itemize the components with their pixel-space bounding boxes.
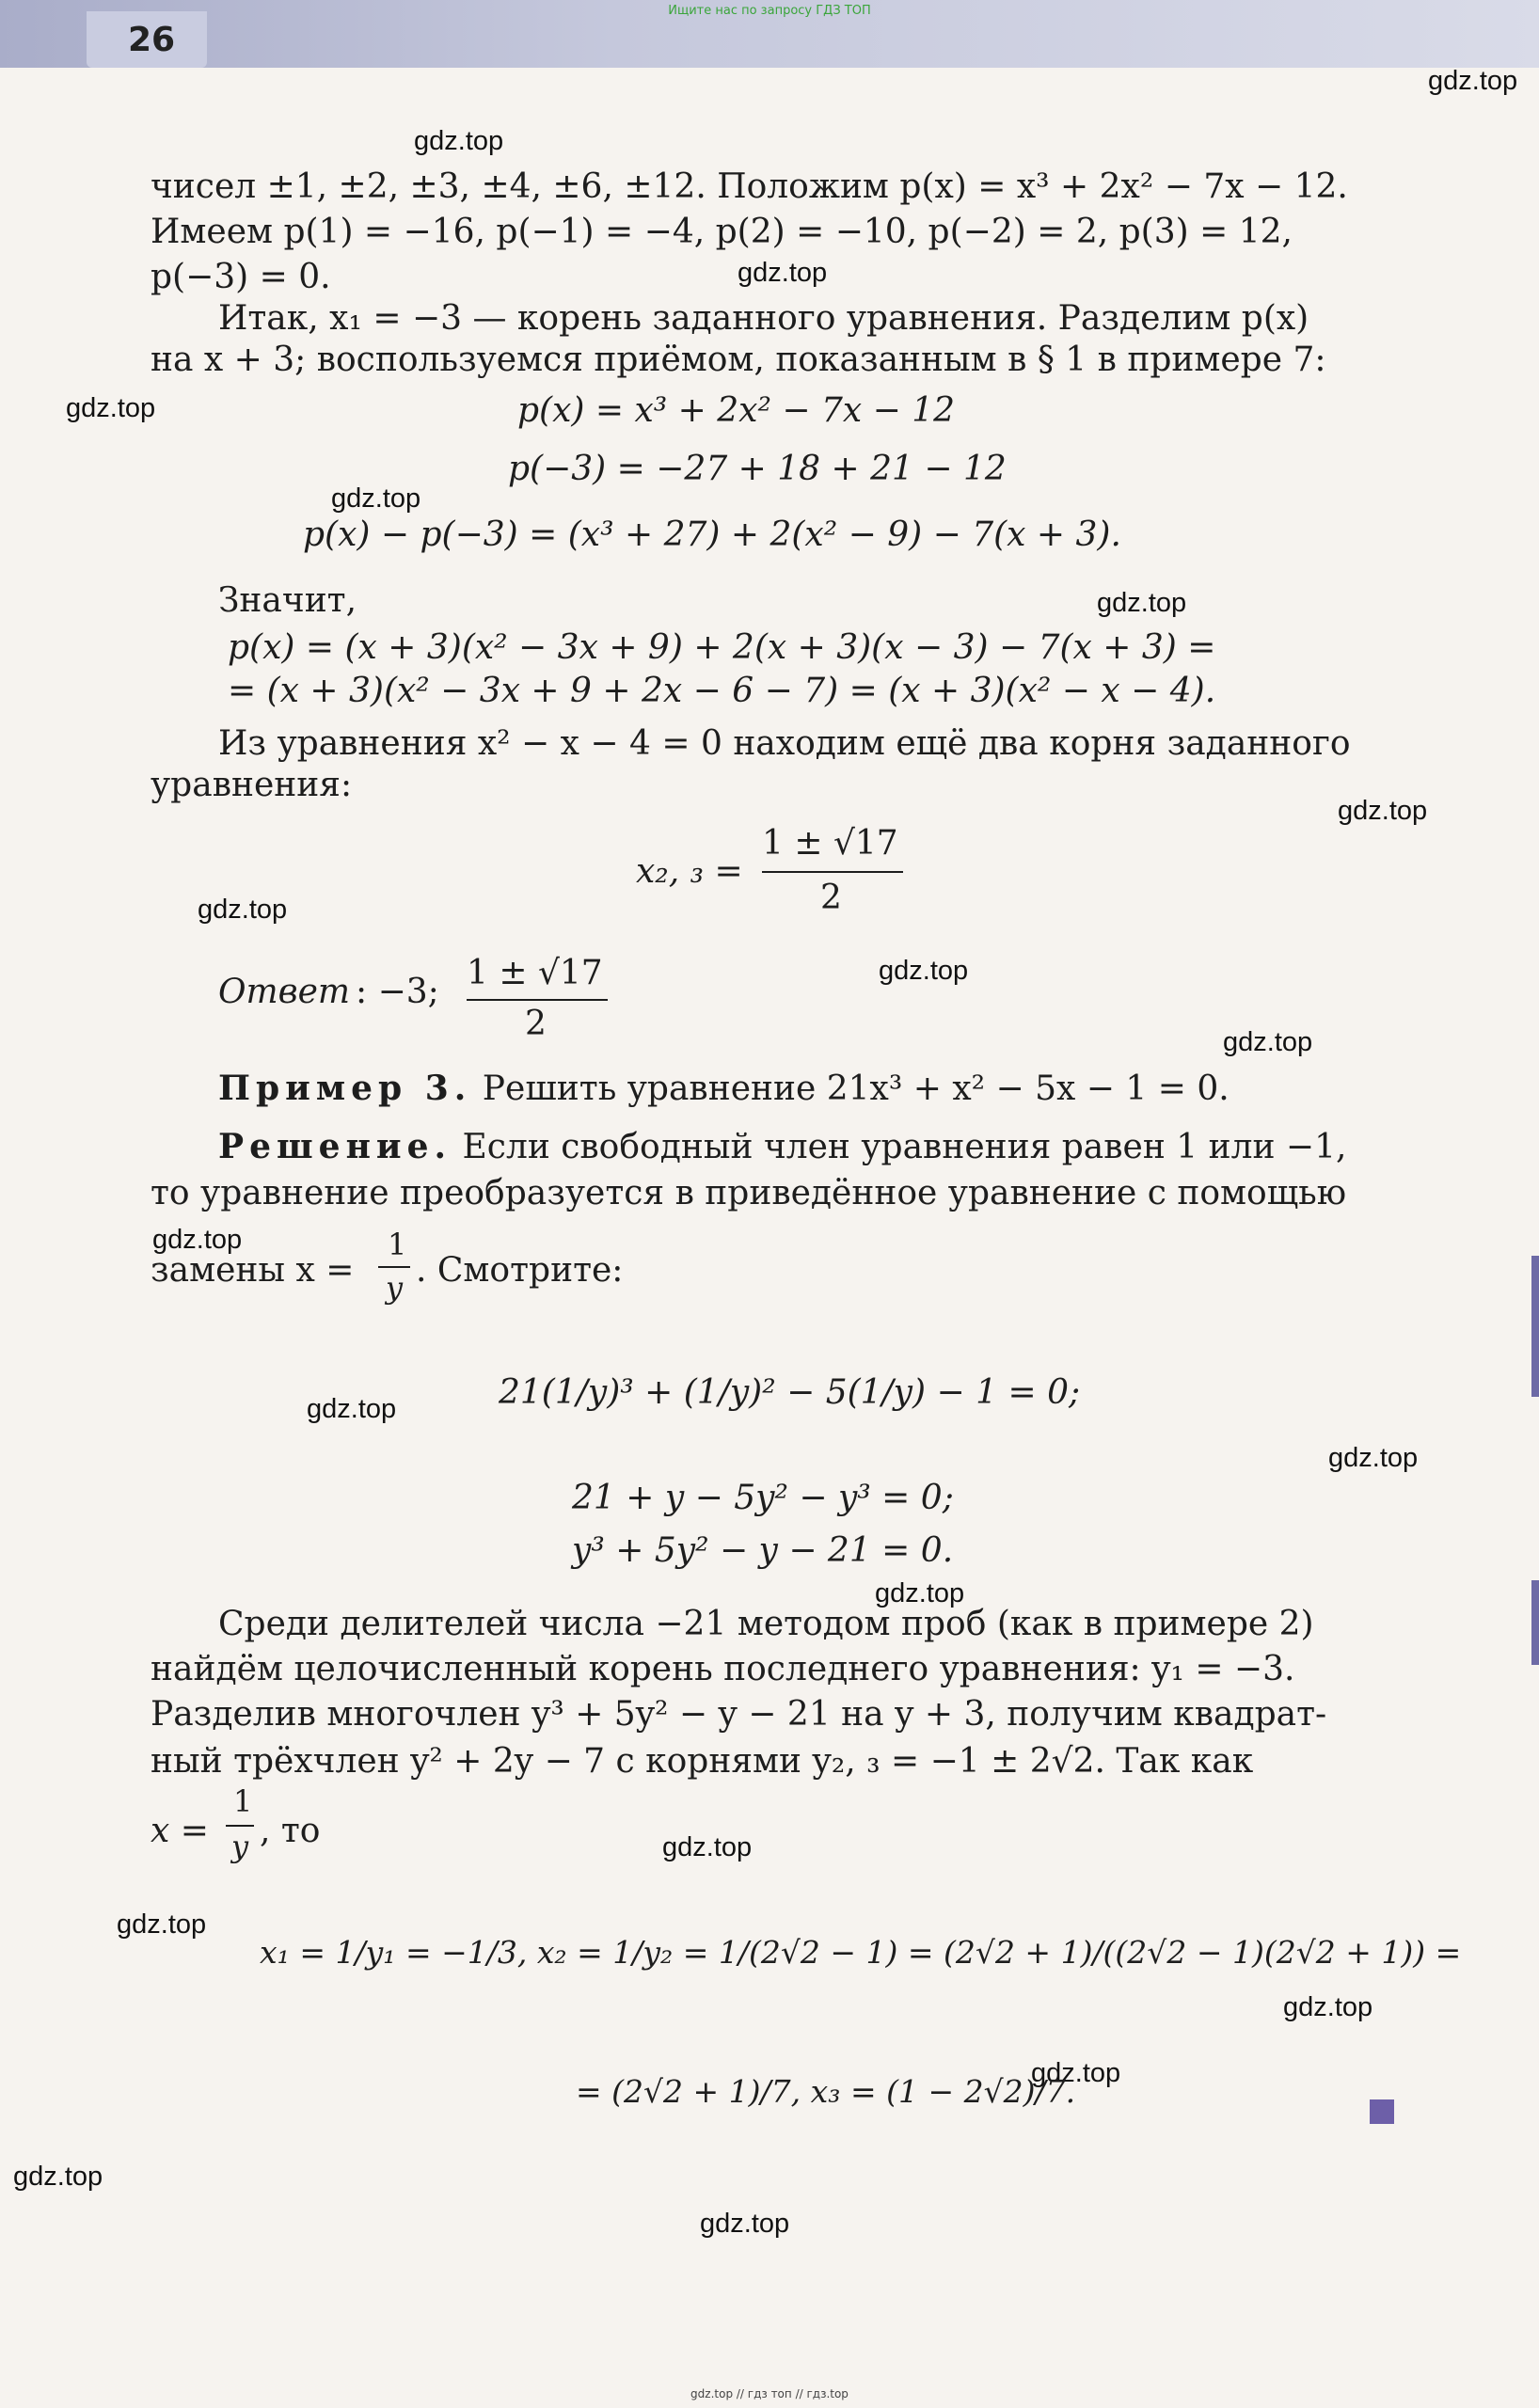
equation: = (x + 3)(x² − 3x + 9 + 2x − 6 − 7) = (x + 3)(x² − x − 4). xyxy=(228,672,1216,710)
watermark: gdz.top xyxy=(117,1909,207,1940)
equation: y³ + 5y² − y − 21 = 0. xyxy=(572,1531,954,1570)
equation: p(−3) = −27 + 18 + 21 − 12 xyxy=(508,450,1007,488)
fraction-bar xyxy=(762,871,903,873)
text-line: замены x = xyxy=(151,1251,355,1290)
watermark: gdz.top xyxy=(879,956,969,986)
text-line: Из уравнения x² − x − 4 = 0 находим ещё два корня заданного xyxy=(218,724,1351,763)
watermark: gdz.top xyxy=(875,1578,965,1608)
page-edge-marker xyxy=(1531,1256,1539,1397)
equation: x₂, ₃ = xyxy=(636,852,743,891)
text-line: ный трёхчлен y² + 2y − 7 с корнями y₂, ₃ = −1 ± 2√2. Так как xyxy=(151,1742,1254,1781)
fraction-bar xyxy=(226,1825,254,1827)
text-line: то уравнение преобразуется в приведённое уравнение с помощью xyxy=(151,1174,1347,1212)
fraction-denominator: 2 xyxy=(820,879,842,917)
text-line: p(−3) = 0. xyxy=(151,258,331,296)
watermark: gdz.top xyxy=(662,1832,753,1862)
fraction-bar xyxy=(467,999,608,1001)
text-line: чисел ±1, ±2, ±3, ±4, ±6, ±12. Положим p(x) = x³ + 2x² − 7x − 12. xyxy=(151,167,1348,206)
text-line: Итак, x₁ = −3 — корень заданного уравнения. Разделим p(x) xyxy=(218,299,1309,338)
watermark: gdz.top xyxy=(1031,2058,1121,2088)
watermark: gdz.top xyxy=(66,393,156,423)
answer-label: Ответ xyxy=(218,973,351,1011)
page-number: 26 xyxy=(128,21,176,59)
watermark: gdz.top xyxy=(331,483,421,514)
equation: 21 + y − 5y² − y³ = 0; xyxy=(572,1479,954,1517)
example-label: Пример 3. xyxy=(218,1069,472,1108)
watermark: gdz.top xyxy=(152,1225,243,1255)
watermark: gdz.top xyxy=(1283,1992,1373,2022)
watermark: gdz.top xyxy=(700,2209,790,2239)
text-line: Разделив многочлен y³ + 5y² − y − 21 на y + 3, получим квадрат- xyxy=(151,1695,1327,1734)
fraction-numerator: 1 ± √17 xyxy=(762,824,898,863)
watermark: gdz.top xyxy=(1428,66,1518,96)
equation: p(x) = x³ + 2x² − 7x − 12 xyxy=(517,391,956,430)
watermark: gdz.top xyxy=(738,258,828,288)
text-line: . Смотрите: xyxy=(416,1251,624,1290)
watermark: gdz.top xyxy=(307,1394,397,1424)
site-banner[interactable]: Ищите нас по запросу ГДЗ ТОП xyxy=(668,4,871,18)
text-line: , то xyxy=(260,1812,321,1850)
example-heading xyxy=(218,1067,1469,1111)
watermark: gdz.top xyxy=(1328,1443,1419,1473)
watermark: gdz.top xyxy=(198,895,288,925)
text-line: найдём целочисленный корень последнего уравнения: y₁ = −3. xyxy=(151,1650,1295,1688)
equation: x₁ = 1/y₁ = −1/3, x₂ = 1/y₂ = 1/(2√2 − 1) = (2√2 + 1)/((2√2 − 1)(2√2 + 1)) = xyxy=(260,1934,1462,1971)
fraction-denominator: y xyxy=(386,1270,404,1306)
fraction-bar xyxy=(378,1266,410,1268)
fraction-numerator: 1 xyxy=(233,1783,253,1819)
equation: p(x) − p(−3) = (x³ + 27) + 2(x² − 9) − 7(x + 3). xyxy=(303,515,1121,554)
watermark: gdz.top xyxy=(1097,588,1187,618)
equation: = (2√2 + 1)/7, x₃ = (1 − 2√2)/7. xyxy=(576,2073,1076,2110)
fraction-numerator: 1 ± √17 xyxy=(467,954,603,992)
text-line: на x + 3; воспользуемся приёмом, показанным в § 1 в примере 7: xyxy=(151,341,1326,379)
text-line: уравнения: xyxy=(151,766,353,804)
solution-text: Если свободный член уравнения равен 1 или −1, xyxy=(452,1128,1347,1166)
watermark: gdz.top xyxy=(1223,1027,1313,1057)
watermark: gdz.top xyxy=(1338,796,1428,826)
fraction-denominator: y xyxy=(231,1829,249,1864)
solution-heading xyxy=(218,1125,1469,1169)
page-edge-marker xyxy=(1531,1580,1539,1665)
fraction-numerator: 1 xyxy=(388,1227,407,1262)
solution-label: Решение. xyxy=(218,1127,452,1166)
end-of-solution-marker xyxy=(1370,2099,1394,2124)
answer-text: : −3; xyxy=(356,973,439,1011)
text-line: Среди делителей числа −21 методом проб (как в примере 2) xyxy=(218,1605,1314,1643)
text-line: Значит, xyxy=(218,581,357,620)
text-line: Имеем p(1) = −16, p(−1) = −4, p(2) = −10, p(−2) = 2, p(3) = 12, xyxy=(151,213,1293,251)
example-text: Решить уравнение 21x³ + x² − 5x − 1 = 0. xyxy=(471,1069,1230,1108)
text-line: x = xyxy=(151,1812,209,1850)
watermark: gdz.top xyxy=(414,126,504,156)
equation: p(x) = (x + 3)(x² − 3x + 9) + 2(x + 3)(x − 3) − 7(x + 3) = xyxy=(228,628,1216,667)
fraction-denominator: 2 xyxy=(525,1005,547,1043)
equation: 21(1/y)³ + (1/y)² − 5(1/y) − 1 = 0; xyxy=(499,1373,1081,1412)
page-footer[interactable]: gdz.top // гдз топ // гдз.top xyxy=(690,2387,849,2400)
watermark: gdz.top xyxy=(13,2162,103,2192)
